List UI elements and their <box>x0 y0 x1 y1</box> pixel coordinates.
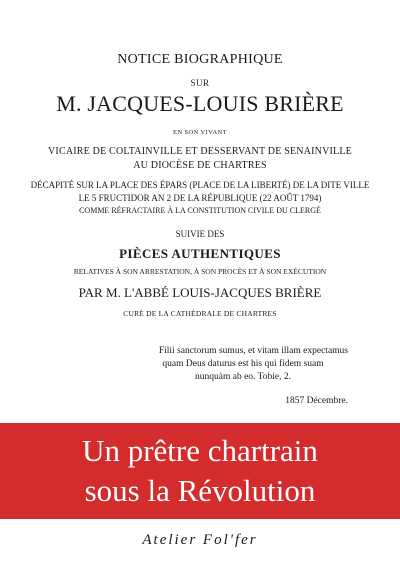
epigraph-line-2: quam Deus daturus est his qui fidem suam <box>162 359 324 369</box>
banner-line-1: Un prêtre chartrain <box>82 433 318 468</box>
suivie-label: SUIVIE DES <box>175 229 225 239</box>
cure-line: CURÉ DE LA CATHÉDRALE DE CHARTRES <box>123 309 277 318</box>
title-banner <box>0 423 400 519</box>
vicaire-line-1: VICAIRE DE COLTAINVILLE ET DESSERVANT DE SENAINVILLE <box>48 146 352 157</box>
decapite-line-3: COMME RÉFRACTAIRE À LA CONSTITUTION CIVILE DU CLERGÉ <box>79 206 321 215</box>
notice-heading: NOTICE BIOGRAPHIQUE <box>117 52 283 67</box>
relatives-line: RELATIVES À SON ARRESTATION, À SON PROCÈS ET À SON EXÉCUTION <box>73 267 327 276</box>
epigraph-date: 1857 Décembre. <box>285 396 348 406</box>
banner-line-2: sous la Révolution <box>84 473 316 508</box>
vicaire-line-2: AU DIOCÈSE DE CHARTRES <box>133 160 267 171</box>
publisher-logo: Atelier Fol'fer <box>142 532 258 548</box>
sur-label: SUR <box>190 78 210 88</box>
epigraph-line-1: Filii sanctorum sumus, et vitam illam expectamus <box>158 346 348 356</box>
author-line: PAR M. L'ABBÉ LOUIS-JACQUES BRIÈRE <box>78 285 322 300</box>
en-son-vivant-label: EN SON VIVANT <box>172 129 228 136</box>
decapite-line-1: DÉCAPITÉ SUR LA PLACE DES ÉPARS (PLACE DE LA LIBERTÉ) DE LA DITE VILLE <box>30 180 370 190</box>
epigraph-line-3: nunquàm ab eo. Tobie, 2. <box>195 372 291 382</box>
epigraph <box>138 345 348 384</box>
decapite-line-2: LE 5 FRUCTIDOR AN 2 DE LA RÉPUBLIQUE (22 AOÛT 1794) <box>78 193 322 203</box>
pieces-heading: PIÈCES AUTHENTIQUES <box>119 246 281 261</box>
subject-name: M. JACQUES-LOUIS BRIÈRE <box>56 91 344 116</box>
